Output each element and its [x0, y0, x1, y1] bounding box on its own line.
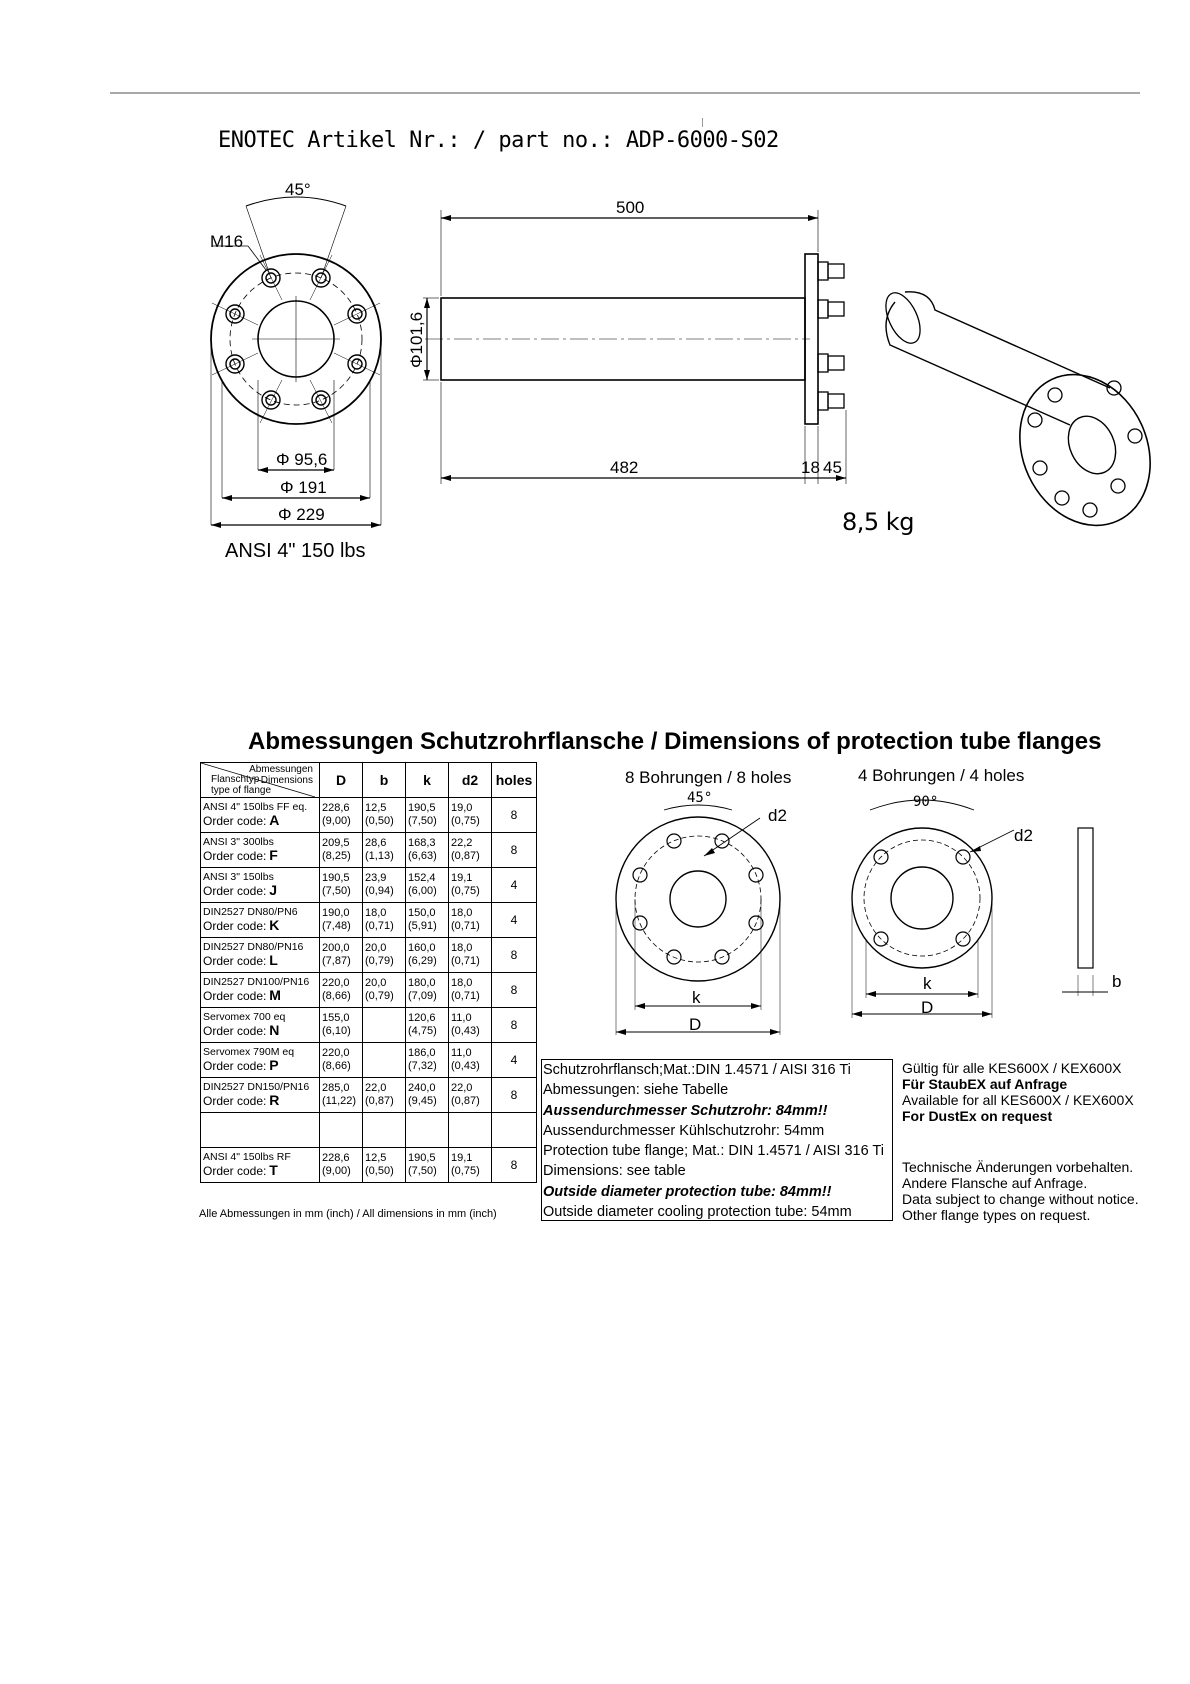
length-500-label: 500 [616, 198, 645, 217]
value-mm: 200,0 [322, 942, 350, 954]
order-code-prefix: Order code: [203, 814, 267, 828]
corner-cell [201, 763, 315, 797]
table-row [201, 1008, 537, 1043]
table-row [201, 1148, 537, 1183]
value-mm: 19,1 [451, 1152, 473, 1164]
value-mm: 22,0 [451, 1082, 473, 1094]
col-d2: d2 [449, 763, 492, 798]
flange8-outer [616, 817, 780, 981]
order-code: N [269, 1022, 280, 1038]
value-cell-d2 [449, 903, 492, 938]
value-inch: (6,29) [408, 955, 437, 967]
note-changes-de: Technische Änderungen vorbehalten. [902, 1159, 1134, 1175]
flange-type-cell [201, 1148, 320, 1183]
corner-bot1: Flanschtyp [211, 774, 260, 785]
nuts-3d [1028, 381, 1142, 517]
dimensions-table [200, 762, 537, 1183]
value-inch: (6,10) [322, 1025, 351, 1037]
value-cell-k [406, 1148, 449, 1183]
value-cell-d2 [449, 1078, 492, 1113]
weight-label: 8,5 kg [842, 508, 914, 536]
flange-type-cell [201, 1008, 320, 1043]
table-row [201, 973, 537, 1008]
value-mm: 22,2 [451, 837, 473, 849]
info-line-6: Dimensions: see table [543, 1163, 686, 1180]
length-45-label: 45 [823, 458, 842, 477]
info-line-3: Aussendurchmesser Schutzrohr: 84mm!! [543, 1102, 828, 1119]
value-inch: (0,79) [365, 990, 394, 1002]
value-mm: 22,0 [365, 1082, 387, 1094]
order-code-prefix: Order code: [203, 1059, 267, 1073]
value-cell-D [320, 903, 363, 938]
length-482-label: 482 [610, 458, 639, 477]
value-inch: (0,43) [451, 1025, 480, 1037]
value-inch: (6,00) [408, 885, 437, 897]
value-inch: (0,79) [365, 955, 394, 967]
flange8-bore [670, 871, 726, 927]
value-inch: (0,71) [451, 990, 480, 1002]
material-info-box [541, 1059, 893, 1221]
value-cell-b [363, 938, 406, 973]
flange4-outer [852, 828, 992, 968]
value-mm: 190,5 [322, 872, 350, 884]
value-mm: 190,0 [322, 907, 350, 919]
flange-name: Servomex 700 eq [203, 1011, 286, 1023]
order-code: K [269, 917, 280, 933]
value-cell-d2 [449, 1008, 492, 1043]
value-inch: (0,75) [451, 885, 480, 897]
order-code-prefix: Order code: [203, 849, 267, 863]
value-cell-b [363, 1043, 406, 1078]
table-row [201, 798, 537, 833]
holes-cell [492, 1113, 537, 1148]
note-flanges-de: Andere Flansche auf Anfrage. [902, 1175, 1088, 1191]
value-cell-b [363, 833, 406, 868]
flange4-angle-label: 90° [913, 794, 939, 810]
value-inch: (7,50) [408, 815, 437, 827]
note-dustex-en: For DustEx on request [902, 1108, 1053, 1124]
order-code-prefix: Order code: [203, 919, 267, 933]
value-inch: (7,09) [408, 990, 437, 1002]
value-mm: 11,0 [451, 1012, 472, 1024]
value-inch: (7,48) [322, 920, 351, 932]
value-cell-d2 [449, 833, 492, 868]
order-code-prefix: Order code: [203, 1164, 267, 1178]
value-mm: 12,5 [365, 1152, 387, 1164]
table-footnote: Alle Abmessungen in mm (inch) / All dimensions in mm (inch) [199, 1208, 497, 1220]
col-k: k [406, 763, 449, 798]
value-cell-D [320, 833, 363, 868]
order-code: J [269, 882, 278, 898]
order-code-prefix: Order code: [203, 1094, 267, 1108]
value-mm: 11,0 [451, 1047, 472, 1059]
value-inch: (7,32) [408, 1060, 437, 1072]
flange-type-cell [201, 1043, 320, 1078]
table-row [201, 833, 537, 868]
info-line-4: Aussendurchmesser Kühlschutzrohr: 54mm [543, 1122, 825, 1139]
col-D: D [320, 763, 363, 798]
value-inch: (9,45) [408, 1095, 437, 1107]
note-changes-en: Data subject to change without notice. [902, 1191, 1139, 1207]
flange-type-cell [201, 903, 320, 938]
flange-name: DIN2527 DN80/PN16 [203, 941, 304, 953]
value-inch: (0,87) [451, 1095, 480, 1107]
value-inch: (0,94) [365, 885, 394, 897]
value-cell-D [320, 1043, 363, 1078]
flange-views-drawing [600, 770, 1140, 1050]
value-mm: 220,0 [322, 1047, 350, 1059]
value-cell-k [406, 938, 449, 973]
value-mm: 220,0 [322, 977, 350, 989]
flange-name: ANSI 4" 150lbs FF eq. [203, 801, 308, 813]
flange-name: ANSI 3" 150lbs [203, 871, 274, 883]
value-cell-d2 [449, 798, 492, 833]
holes-cell: 4 [492, 1043, 537, 1078]
flange8-bolt-circle [635, 836, 761, 962]
value-cell-k [406, 1008, 449, 1043]
order-code: F [269, 847, 278, 863]
value-inch: (7,50) [408, 1165, 437, 1177]
col-holes: holes [492, 763, 537, 798]
holes-cell: 8 [492, 1008, 537, 1043]
value-mm: 190,5 [408, 802, 436, 814]
flange-side-profile [1078, 828, 1093, 968]
table-row [201, 868, 537, 903]
tube-3d [886, 292, 1110, 425]
dia-229-label: Φ 229 [278, 505, 325, 524]
value-inch: (9,00) [322, 815, 351, 827]
value-cell-b [363, 903, 406, 938]
value-cell-D [320, 973, 363, 1008]
value-inch: (0,75) [451, 1165, 480, 1177]
tube-diameter-label: Φ101,6 [407, 311, 427, 369]
value-inch: (8,66) [322, 990, 351, 1002]
value-inch: (11,22) [322, 1095, 357, 1107]
value-cell-k [406, 1043, 449, 1078]
value-inch: (0,75) [451, 815, 480, 827]
holes-cell: 8 [492, 973, 537, 1008]
value-inch: (0,71) [451, 955, 480, 967]
value-mm: 19,1 [451, 872, 473, 884]
holes-cell: 8 [492, 1148, 537, 1183]
value-inch: (0,50) [365, 1165, 394, 1177]
value-cell-d2 [449, 973, 492, 1008]
value-mm: 18,0 [365, 907, 387, 919]
holes-cell: 8 [492, 833, 537, 868]
value-mm: 120,6 [408, 1012, 436, 1024]
flange-name: ANSI 4" 150lbs RF [203, 1151, 291, 1163]
flange-b-label: b [1112, 972, 1122, 991]
part-number: ENOTEC Artikel Nr.: / part no.: ADP-6000-S02 [218, 128, 779, 153]
angle-45-label: 45° [285, 180, 311, 199]
value-mm: 155,0 [322, 1012, 350, 1024]
table-row [201, 1078, 537, 1113]
value-inch: (1,13) [365, 850, 394, 862]
value-cell-k [406, 1078, 449, 1113]
value-cell-D [320, 1148, 363, 1183]
holes-cell: 8 [492, 938, 537, 973]
value-inch: (5,91) [408, 920, 437, 932]
flange-name: DIN2527 DN80/PN6 [203, 906, 298, 918]
flange-type-cell [201, 1113, 320, 1148]
note-valid-en: Available for all KES600X / KEX600X [902, 1092, 1134, 1108]
value-mm: 18,0 [451, 977, 473, 989]
value-cell-b [363, 1148, 406, 1183]
side-nuts [818, 262, 844, 410]
order-code-prefix: Order code: [203, 1024, 267, 1038]
thread-label: M16 [210, 232, 244, 251]
flange-name: Servomex 790M eq [203, 1046, 295, 1058]
flange-name: ANSI 3" 300lbs [203, 836, 274, 848]
flange-type-cell [201, 973, 320, 1008]
value-mm: 180,0 [408, 977, 436, 989]
value-mm: 152,4 [408, 872, 436, 884]
value-cell-D [320, 1113, 363, 1148]
flange-type-cell [201, 833, 320, 868]
value-inch: (7,87) [322, 955, 351, 967]
value-mm: 150,0 [408, 907, 436, 919]
value-mm: 186,0 [408, 1047, 436, 1059]
order-code: T [269, 1162, 278, 1178]
value-cell-D [320, 938, 363, 973]
table-header-row [201, 763, 537, 798]
note-staubex-de: Für StaubEX auf Anfrage [902, 1076, 1068, 1092]
value-inch: (0,50) [365, 815, 394, 827]
flange4-k-label: k [923, 974, 932, 993]
value-cell-D [320, 1008, 363, 1043]
value-cell-d2 [449, 868, 492, 903]
table-row [201, 938, 537, 973]
value-inch: (6,63) [408, 850, 437, 862]
flange8-k-label: k [692, 988, 701, 1007]
eight-holes-title: 8 Bohrungen / 8 holes [625, 768, 792, 787]
value-cell-b [363, 868, 406, 903]
order-code-prefix: Order code: [203, 989, 267, 1003]
order-code-prefix: Order code: [203, 884, 267, 898]
order-code: L [269, 952, 278, 968]
value-mm: 28,6 [365, 837, 387, 849]
value-cell-d2 [449, 938, 492, 973]
order-code-prefix: Order code: [203, 954, 267, 968]
four-holes-title: 4 Bohrungen / 4 holes [858, 766, 1025, 785]
flange8-holes [633, 834, 763, 964]
value-cell-k [406, 903, 449, 938]
value-inch: (0,71) [451, 920, 480, 932]
value-cell-k [406, 973, 449, 1008]
value-cell-b [363, 798, 406, 833]
holes-cell: 8 [492, 1078, 537, 1113]
value-mm: 18,0 [451, 942, 473, 954]
info-line-8: Outside diameter cooling protection tube: 54mm [543, 1204, 852, 1221]
value-mm: 190,5 [408, 1152, 436, 1164]
value-cell-b [363, 973, 406, 1008]
value-cell-b [363, 1078, 406, 1113]
holes-cell: 4 [492, 868, 537, 903]
value-cell-k [406, 798, 449, 833]
value-mm: 209,5 [322, 837, 350, 849]
value-mm: 12,5 [365, 802, 387, 814]
table-row [201, 1043, 537, 1078]
note-flanges-en: Other flange types on request. [902, 1207, 1091, 1223]
flange4-bolt-circle [864, 840, 980, 956]
note-valid-de: Gültig für alle KES600X / KEX600X [902, 1060, 1122, 1076]
info-line-2: Abmessungen: siehe Tabelle [543, 1082, 729, 1099]
flange-3d [996, 353, 1174, 547]
value-cell-k [406, 868, 449, 903]
flange-name: DIN2527 DN100/PN16 [203, 976, 310, 988]
flange-type-cell [201, 868, 320, 903]
value-inch: (0,87) [365, 1095, 394, 1107]
corner-top1: Abmessungen [249, 764, 313, 775]
value-mm: 228,6 [322, 802, 350, 814]
value-inch: (8,66) [322, 1060, 351, 1072]
value-cell-d2 [449, 1148, 492, 1183]
table-row [201, 903, 537, 938]
info-line-1: Schutzrohrflansch;Mat.:DIN 1.4571 / AISI 316 Ti [543, 1062, 851, 1078]
flange-type-label: ANSI 4" 150 lbs [225, 540, 366, 562]
flange-type-cell [201, 938, 320, 973]
value-cell-k [406, 1113, 449, 1148]
dia-191-label: Φ 191 [280, 478, 327, 497]
value-cell-D [320, 798, 363, 833]
table-row [201, 1113, 537, 1148]
flange-type-cell [201, 1078, 320, 1113]
dia-95-label: Φ 95,6 [276, 450, 328, 469]
value-mm: 285,0 [322, 1082, 350, 1094]
order-code: M [269, 987, 281, 1003]
value-mm: 23,9 [365, 872, 387, 884]
holes-cell: 4 [492, 903, 537, 938]
flange-type-cell [201, 798, 320, 833]
holes-cell: 8 [492, 798, 537, 833]
value-inch: (0,43) [451, 1060, 480, 1072]
value-cell-d2 [449, 1043, 492, 1078]
corner-bot2: type of flange [211, 785, 272, 796]
flange8-angle-label: 45° [687, 790, 713, 806]
value-cell-b [363, 1113, 406, 1148]
flange4-bore [891, 867, 953, 929]
info-line-7: Outside diameter protection tube: 84mm!! [543, 1183, 832, 1200]
flange8-d2-label: d2 [768, 806, 787, 825]
value-inch: (8,25) [322, 850, 351, 862]
value-inch: (0,71) [365, 920, 394, 932]
order-code: A [269, 812, 280, 828]
value-mm: 240,0 [408, 1082, 436, 1094]
value-mm: 228,6 [322, 1152, 350, 1164]
length-18-label: 18 [801, 458, 820, 477]
value-cell-d2 [449, 1113, 492, 1148]
value-inch: (0,87) [451, 850, 480, 862]
flange4-holes [874, 850, 970, 946]
value-mm: 20,0 [365, 977, 387, 989]
flange-name: DIN2527 DN150/PN16 [203, 1081, 310, 1093]
value-inch: (9,00) [322, 1165, 351, 1177]
value-mm: 19,0 [451, 802, 473, 814]
value-mm: 20,0 [365, 942, 387, 954]
value-mm: 18,0 [451, 907, 473, 919]
info-line-5: Protection tube flange; Mat.: DIN 1.4571 / AISI 316 Ti [543, 1143, 884, 1160]
flange4-d2-label: d2 [1014, 826, 1033, 845]
section-title: Abmessungen Schutzrohrflansche / Dimensions of protection tube flanges [248, 728, 1102, 755]
technical-drawing [0, 0, 1190, 600]
flange4-D-label: D [921, 998, 934, 1017]
value-mm: 168,3 [408, 837, 436, 849]
order-code: P [269, 1057, 279, 1073]
value-cell-b [363, 1008, 406, 1043]
value-inch: (4,75) [408, 1025, 437, 1037]
value-cell-D [320, 1078, 363, 1113]
value-cell-D [320, 868, 363, 903]
col-b: b [363, 763, 406, 798]
order-code: R [269, 1092, 280, 1108]
flange8-D-label: D [689, 1015, 702, 1034]
value-cell-k [406, 833, 449, 868]
corner-top2: Dimensions [260, 775, 313, 786]
value-mm: 160,0 [408, 942, 436, 954]
value-inch: (7,50) [322, 885, 351, 897]
